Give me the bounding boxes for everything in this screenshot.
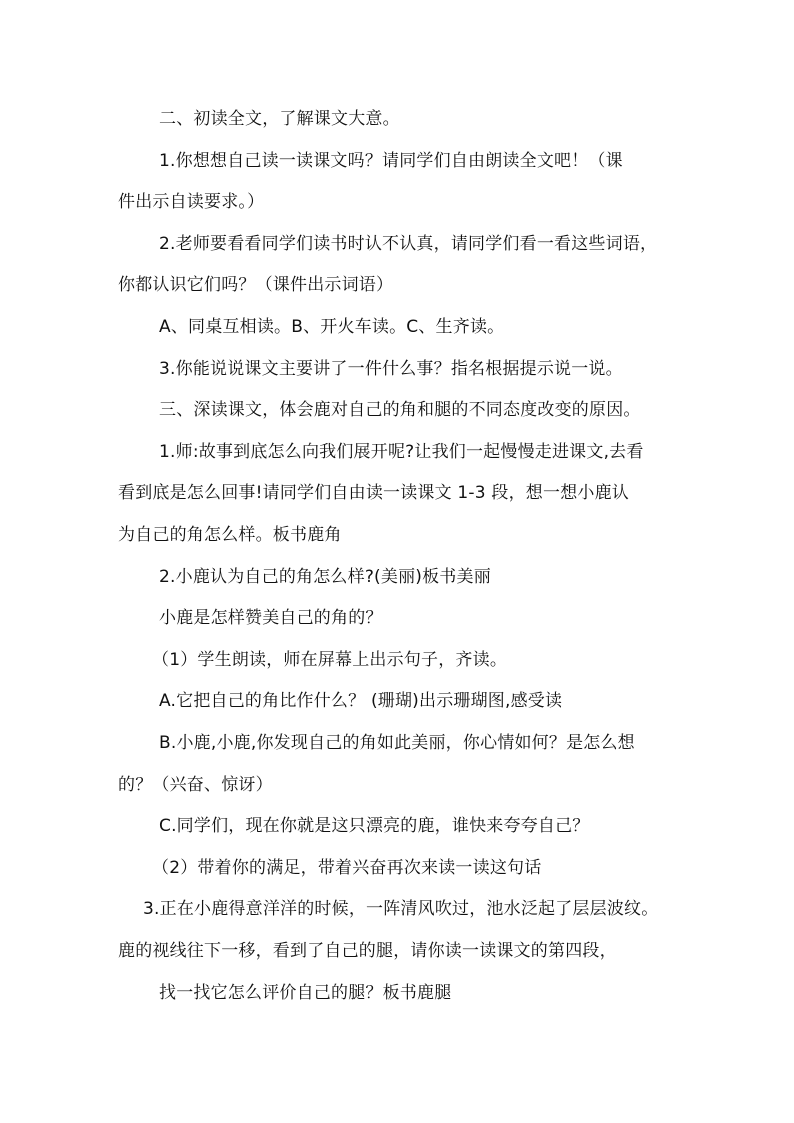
paragraph-line: 你都认识它们吗？（课件出示词语） [118, 275, 394, 295]
paragraph-line: 件出示自读要求。） [118, 192, 265, 212]
paragraph-line: A、同桌互相读。B、开火车读。C、生齐读。 [159, 317, 505, 337]
paragraph-line: C.同学们，现在你就是这只漂亮的鹿，谁快来夸夸自己？ [159, 816, 590, 836]
paragraph-line: 2.小鹿认为自己的角怎么样?(美丽)板书美丽 [159, 567, 491, 587]
section-heading-first-reading: 二、初读全文，了解课文大意。 [159, 109, 400, 129]
paragraph-line: 看到底是怎么回事!请同学们自由读一读课文 1-3 段，想一想小鹿认 [118, 483, 629, 503]
paragraph-line: （1）学生朗读，师在屏幕上出示句子，齐读。 [152, 650, 508, 670]
paragraph-line: （2）带着你的满足，带着兴奋再次来读一读这句话 [152, 858, 542, 878]
paragraph-line: 小鹿是怎样赞美自己的角的？ [159, 608, 383, 628]
paragraph-line: 找一找它怎么评价自己的腿？板书鹿腿 [159, 983, 452, 1003]
paragraph-line: 2.老师要看看同学们读书时认不认真，请同学们看一看这些词语， [159, 234, 658, 254]
paragraph-line: 1.师:故事到底怎么向我们展开呢?让我们一起慢慢走进课文,去看 [159, 442, 644, 462]
paragraph-line: 的？（兴奋、惊讶） [118, 775, 273, 795]
paragraph-line: 3.正在小鹿得意洋洋的时候，一阵清风吹过，池水泛起了层层波纹。 [143, 899, 659, 919]
paragraph-line: B.小鹿,小鹿,你发现自己的角如此美丽，你心情如何？是怎么想 [159, 733, 635, 753]
paragraph-line: 鹿的视线往下一移，看到了自己的腿，请你读一读课文的第四段， [118, 941, 617, 961]
paragraph-line: 3.你能说说课文主要讲了一件什么事？指名根据提示说一说。 [159, 359, 623, 379]
paragraph-line: 为自己的角怎么样。板书鹿角 [118, 525, 342, 545]
paragraph-line: 1.你想想自己读一读课文吗？请同学们自由朗读全文吧！（课 [159, 151, 623, 171]
paragraph-line: A.它把自己的角比作什么？ (珊瑚)出示珊瑚图,感受读 [159, 691, 563, 711]
section-heading-deep-reading: 三、深读课文，体会鹿对自己的角和腿的不同态度改变的原因。 [159, 400, 641, 420]
